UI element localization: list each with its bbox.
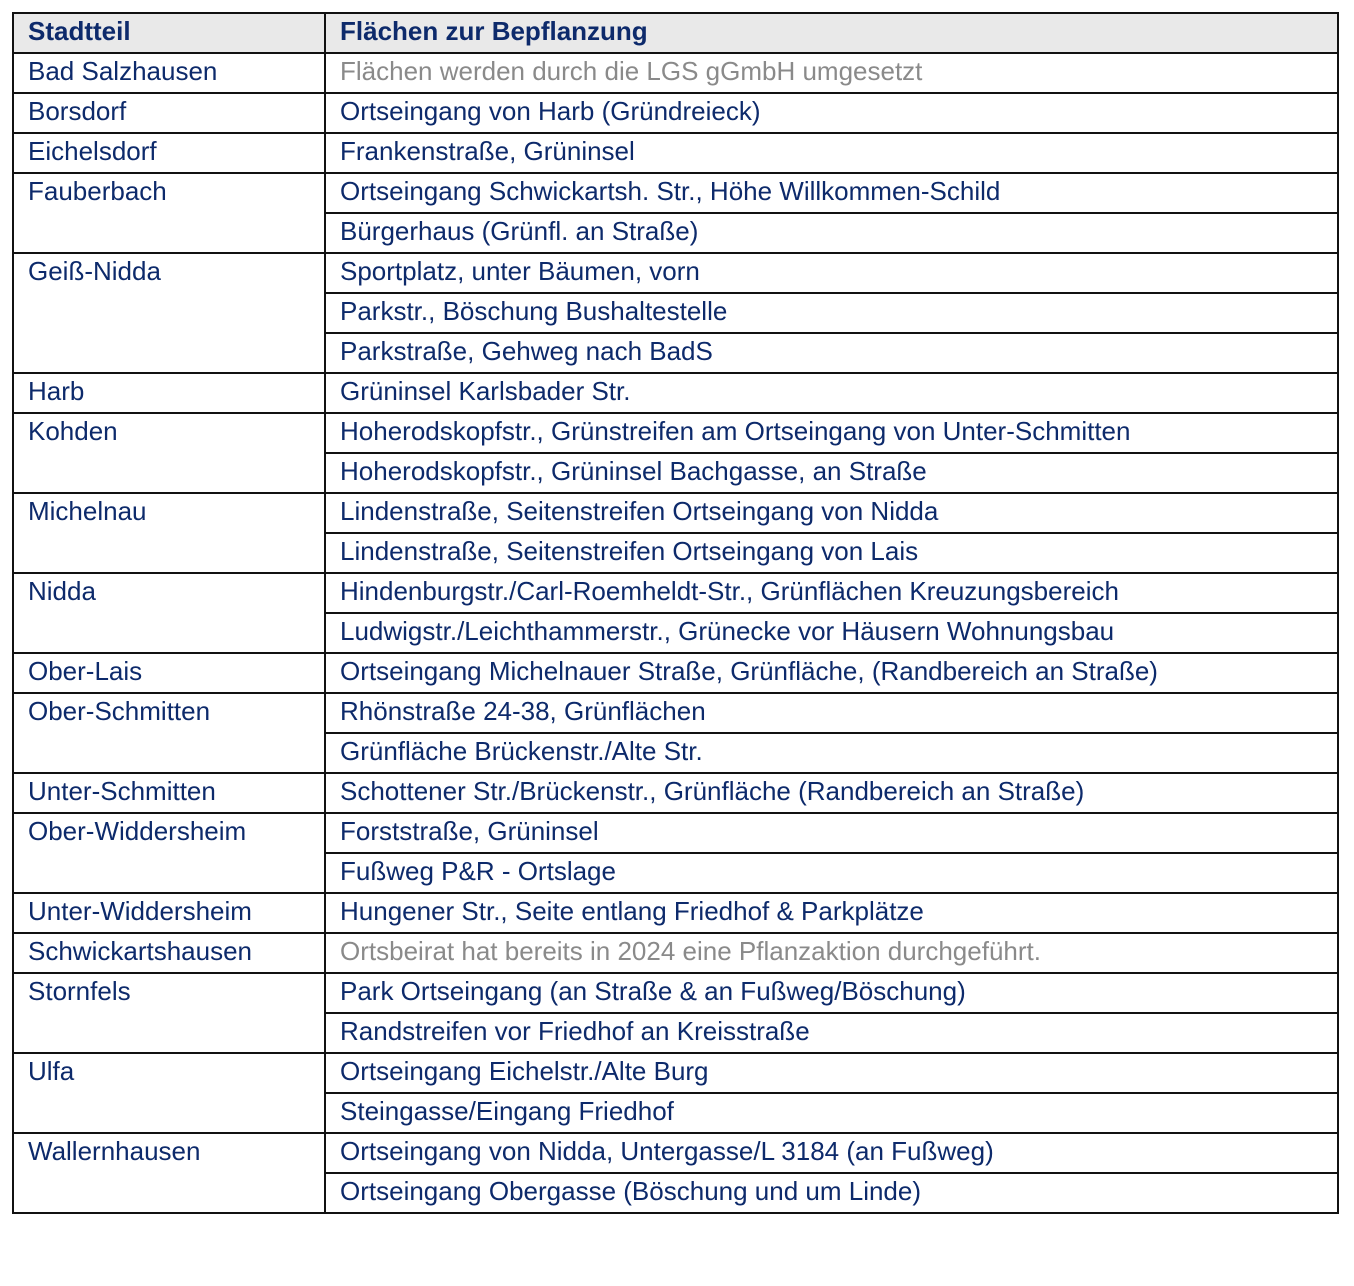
district-cell: Ober-Schmitten xyxy=(13,693,325,773)
district-cell: Eichelsdorf xyxy=(13,133,325,173)
area-cell: Parkstraße, Gehweg nach BadS xyxy=(325,333,1338,373)
area-cell: Hoherodskopfstr., Grüninsel Bachgasse, an Straße xyxy=(325,453,1338,493)
district-cell: Ober-Widdersheim xyxy=(13,813,325,893)
area-cell: Lindenstraße, Seitenstreifen Ortseingang von Nidda xyxy=(325,493,1338,533)
area-cell: Ortseingang Michelnauer Straße, Grünfläche, (Randbereich an Straße) xyxy=(325,653,1338,693)
table-row xyxy=(13,693,1338,733)
district-cell: Wallernhausen xyxy=(13,1133,325,1213)
table-body xyxy=(13,53,1338,1213)
table-row xyxy=(13,493,1338,533)
header-row xyxy=(13,13,1338,53)
planting-areas-table xyxy=(12,12,1339,1214)
table-row xyxy=(13,573,1338,613)
area-cell: Bürgerhaus (Grünfl. an Straße) xyxy=(325,213,1338,253)
area-cell: Sportplatz, unter Bäumen, vorn xyxy=(325,253,1338,293)
area-cell: Steingasse/Eingang Friedhof xyxy=(325,1093,1338,1133)
header-flaechen: Flächen zur Bepflanzung xyxy=(325,13,1338,53)
table-row xyxy=(13,1053,1338,1093)
district-cell: Michelnau xyxy=(13,493,325,573)
area-cell: Forststraße, Grüninsel xyxy=(325,813,1338,853)
area-cell: Fußweg P&R - Ortslage xyxy=(325,853,1338,893)
table-row xyxy=(13,1133,1338,1173)
area-cell: Ortseingang Obergasse (Böschung und um Linde) xyxy=(325,1173,1338,1213)
table-row xyxy=(13,653,1338,693)
area-cell: Hungener Str., Seite entlang Friedhof & Parkplätze xyxy=(325,893,1338,933)
area-cell: Ortsbeirat hat bereits in 2024 eine Pflanzaktion durchgeführt. xyxy=(325,933,1338,973)
district-cell: Geiß-Nidda xyxy=(13,253,325,373)
area-cell: Park Ortseingang (an Straße & an Fußweg/Böschung) xyxy=(325,973,1338,1013)
district-cell: Schwickartshausen xyxy=(13,933,325,973)
area-cell: Parkstr., Böschung Bushaltestelle xyxy=(325,293,1338,333)
area-cell: Ortseingang Eichelstr./Alte Burg xyxy=(325,1053,1338,1093)
table-row xyxy=(13,973,1338,1013)
area-cell: Ortseingang von Nidda, Untergasse/L 3184 (an Fußweg) xyxy=(325,1133,1338,1173)
district-cell: Stornfels xyxy=(13,973,325,1053)
area-cell: Ortseingang von Harb (Gründreieck) xyxy=(325,93,1338,133)
table-row xyxy=(13,893,1338,933)
district-cell: Unter-Widdersheim xyxy=(13,893,325,933)
table-row xyxy=(13,93,1338,133)
district-cell: Unter-Schmitten xyxy=(13,773,325,813)
area-cell: Grünfläche Brückenstr./Alte Str. xyxy=(325,733,1338,773)
district-cell: Harb xyxy=(13,373,325,413)
area-cell: Flächen werden durch die LGS gGmbH umgesetzt xyxy=(325,53,1338,93)
header-stadtteil: Stadtteil xyxy=(13,13,325,53)
district-cell: Kohden xyxy=(13,413,325,493)
district-cell: Borsdorf xyxy=(13,93,325,133)
table-row xyxy=(13,813,1338,853)
district-cell: Fauberbach xyxy=(13,173,325,253)
area-cell: Ludwigstr./Leichthammerstr., Grünecke vor Häusern Wohnungsbau xyxy=(325,613,1338,653)
district-cell: Ober-Lais xyxy=(13,653,325,693)
area-cell: Schottener Str./Brückenstr., Grünfläche (Randbereich an Straße) xyxy=(325,773,1338,813)
area-cell: Rhönstraße 24-38, Grünflächen xyxy=(325,693,1338,733)
district-cell: Ulfa xyxy=(13,1053,325,1133)
area-cell: Hoherodskopfstr., Grünstreifen am Ortseingang von Unter-Schmitten xyxy=(325,413,1338,453)
table-row xyxy=(13,133,1338,173)
table-row xyxy=(13,253,1338,293)
area-cell: Lindenstraße, Seitenstreifen Ortseingang von Lais xyxy=(325,533,1338,573)
table-row xyxy=(13,373,1338,413)
table-row xyxy=(13,773,1338,813)
table-row xyxy=(13,173,1338,213)
district-cell: Bad Salzhausen xyxy=(13,53,325,93)
area-cell: Hindenburgstr./Carl-Roemheldt-Str., Grünflächen Kreuzungsbereich xyxy=(325,573,1338,613)
district-cell: Nidda xyxy=(13,573,325,653)
area-cell: Randstreifen vor Friedhof an Kreisstraße xyxy=(325,1013,1338,1053)
table-row xyxy=(13,413,1338,453)
area-cell: Grüninsel Karlsbader Str. xyxy=(325,373,1338,413)
area-cell: Frankenstraße, Grüninsel xyxy=(325,133,1338,173)
area-cell: Ortseingang Schwickartsh. Str., Höhe Willkommen-Schild xyxy=(325,173,1338,213)
table-row xyxy=(13,53,1338,93)
table-row xyxy=(13,933,1338,973)
